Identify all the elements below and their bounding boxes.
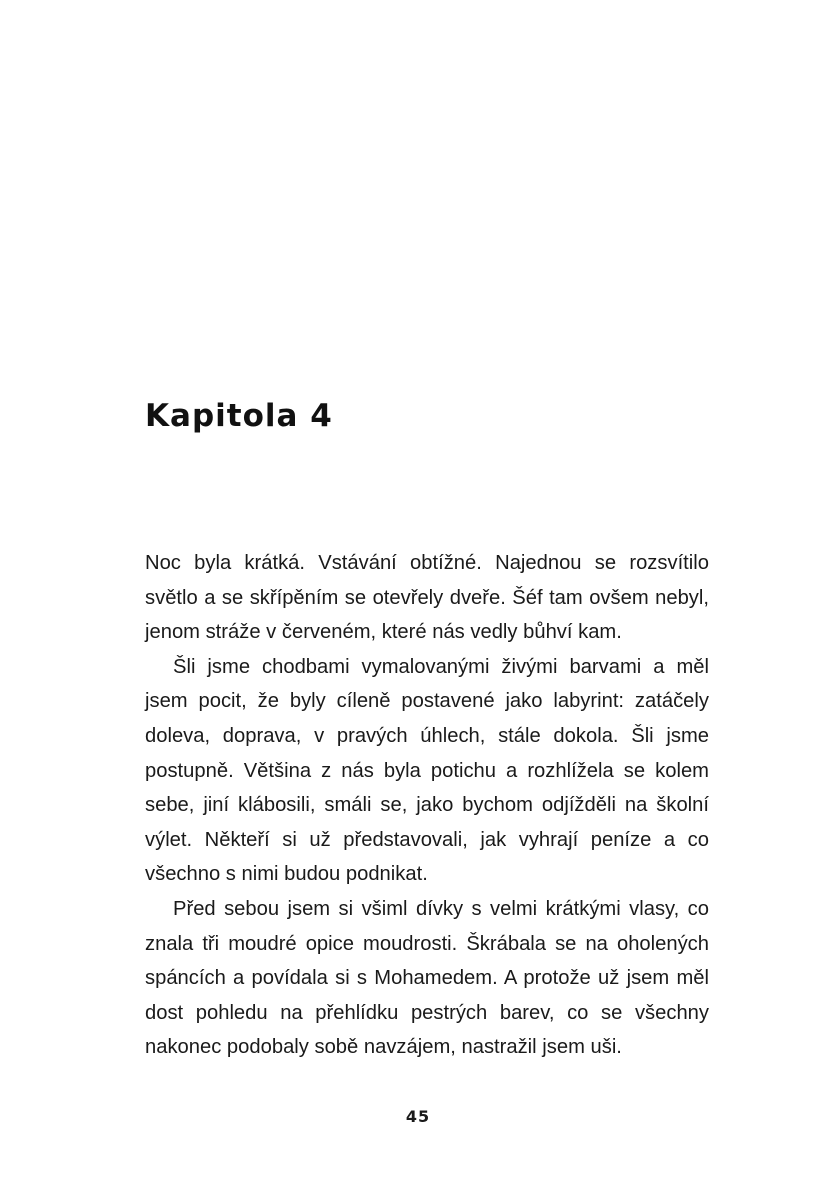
page-number: 45 <box>405 1107 431 1126</box>
paragraph: Před sebou jsem si všiml dívky s velmi krátkými vlasy, co znala tři moudré opice moudrosti. Škrábala se na oholených spáncích a povídala si s Mohamedem. A protože už jsem měl dost pohledu na přehlídku pestrých barev, co se všechny nakonec podobaly sobě navzájem, nastražil jsem uši. <box>145 897 709 1059</box>
chapter-body <box>145 546 709 1065</box>
paragraph: Šli jsme chodbami vymalovanými živými barvami a měl jsem pocit, že byly cíleně postavené jako labyrint: zatáčely doleva, doprava, v pravých úhlech, stále dokola. Šli jsme postupně. Většina z nás byla potichu a rozhlížela se kolem sebe, jiní klábosili, smáli se, jako bychom odjížděli na školní výlet. Někteří si už představovali, jak vyhrají peníze a co všechno s nimi budou podnikat. <box>145 655 709 886</box>
chapter-title: Kapitola 4 <box>145 398 333 434</box>
paragraph: Noc byla krátká. Vstávání obtížné. Najednou se rozsvítilo světlo a se skřípěním se otevřely dveře. Šéf tam ovšem nebyl, jenom stráže v červeném, které nás vedly bůhví kam. <box>145 552 709 644</box>
